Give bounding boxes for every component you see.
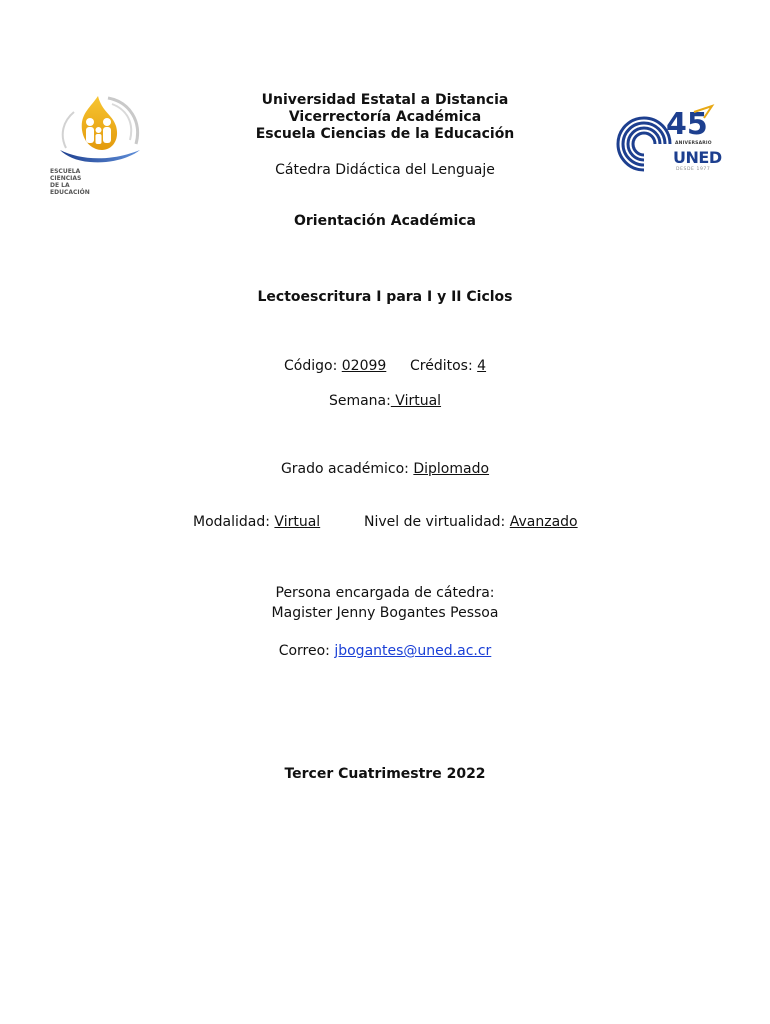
section-title: Orientación Académica	[294, 213, 476, 229]
header-line-2: Vicerrectoría Académica	[288, 109, 482, 125]
uned-label: UNED	[673, 148, 722, 167]
semana-value: Virtual	[390, 393, 442, 409]
persona-label: Persona encargada de cátedra:	[275, 585, 495, 601]
institution-header	[0, 92, 770, 143]
term-title: Tercer Cuatrimestre 2022	[284, 766, 486, 782]
modalidad-field	[193, 514, 320, 530]
grado-label: Grado académico:	[280, 461, 414, 477]
anniversary-number: 45	[666, 107, 708, 142]
creditos-value: 4	[477, 358, 487, 374]
creditos-label: Créditos:	[410, 358, 478, 374]
persona-block	[0, 583, 770, 623]
grado-value: Diplomado	[413, 461, 490, 477]
modalidad-value: Virtual	[274, 514, 321, 530]
semana-label: Semana:	[328, 393, 391, 409]
header-line-1: Universidad Estatal a Distancia	[261, 92, 509, 108]
codigo-value: 02099	[341, 358, 387, 374]
persona-name: Magister Jenny Bogantes Pessoa	[271, 605, 499, 621]
nivel-label: Nivel de virtualidad:	[364, 514, 510, 530]
aniversario-label: ANIVERSARIO	[675, 141, 712, 146]
year-label: DESDE 1977	[676, 167, 711, 172]
course-title: Lectoescritura I para I y II Ciclos	[257, 289, 513, 305]
nivel-value: Avanzado	[509, 514, 578, 530]
nivel-field	[364, 514, 578, 530]
codigo-label: Código:	[284, 358, 342, 374]
codigo-field	[284, 358, 386, 374]
creditos-field	[410, 358, 486, 374]
semana-field	[0, 393, 770, 409]
logo-caption-line-1: ESCUELA CIENCIAS	[50, 168, 82, 182]
correo-field	[0, 643, 770, 659]
header-line-3: Escuela Ciencias de la Educación	[255, 126, 515, 142]
modalidad-label: Modalidad:	[193, 514, 275, 530]
grado-field	[0, 461, 770, 477]
catedra-name: Cátedra Didáctica del Lenguaje	[275, 162, 495, 178]
correo-label: Correo:	[278, 643, 335, 659]
logo-caption-line-2: DE LA EDUCACIÓN	[50, 182, 90, 196]
correo-link[interactable]: jbogantes@uned.ac.cr	[334, 643, 492, 659]
